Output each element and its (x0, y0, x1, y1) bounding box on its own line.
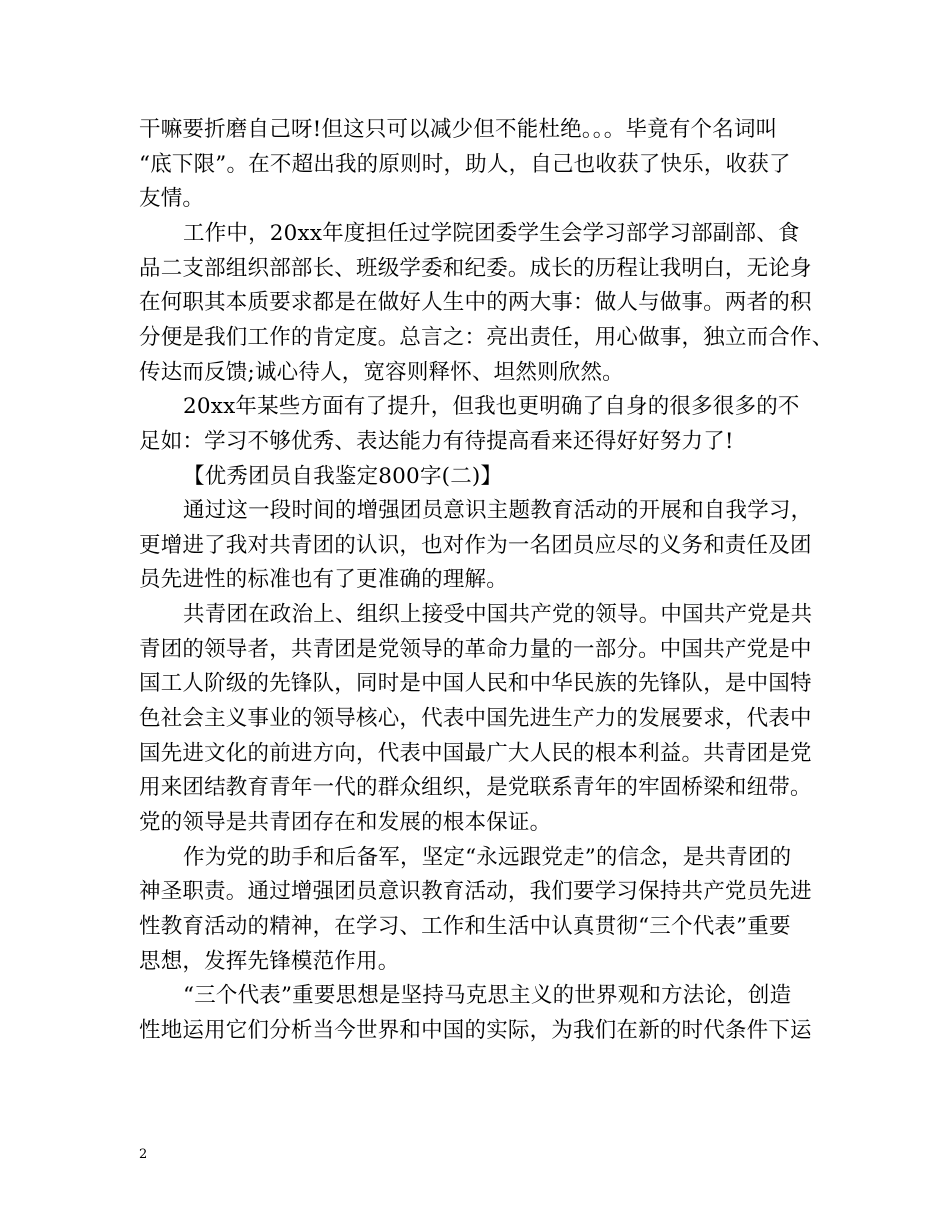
text-line: 青团的领导者，共青团是党领导的革命力量的一部分。中国共产党是中 (139, 636, 812, 662)
text-line: 员先进性的标准也有了更准确的理解。 (139, 567, 508, 593)
text-line: 用来团结教育青年一代的群众组织，是党联系青年的牢固桥梁和纽带。 (139, 775, 812, 801)
text-line: 神圣职责。通过增强团员意识教育活动，我们要学习保持共产党员先进 (139, 879, 812, 905)
text-line: 友情。 (139, 186, 205, 212)
text-line: 足如：学习不够优秀、表达能力有待提高看来还得好好努力了! (139, 428, 734, 454)
text-line: 性教育活动的精神，在学习、工作和生活中认真贯彻“三个代表”重要 (139, 913, 791, 939)
text-line: 品二支部组织部部长、班级学委和纪委。成长的历程让我明白，无论身 (139, 255, 812, 281)
text-line: 在何职其本质要求都是在做好人生中的两大事：做人与做事。两者的积 (139, 290, 812, 316)
text-line: 工作中，20xx年度担任过学院团委学生会学习部学习部副部、食 (183, 220, 800, 246)
text-line: 思想，发挥先锋模范作用。 (139, 948, 400, 974)
text-line: 性地运用它们分析当今世界和中国的实际，为我们在新的时代条件下运 (139, 1017, 812, 1043)
text-line: 共青团在政治上、组织上接受中国共产党的领导。中国共产党是共 (183, 602, 813, 628)
text-line: 分便是我们工作的肯定度。总言之：亮出责任，用心做事，独立而合作、 (139, 324, 834, 350)
text-line: 通过这一段时间的增强团员意识主题教育活动的开展和自我学习， (183, 498, 813, 524)
text-line: 20xx年某些方面有了提升，但我也更明确了自身的很多很多的不 (183, 394, 800, 420)
text-line: 国先进文化的前进方向，代表中国最广大人民的根本利益。共青团是党 (139, 740, 812, 766)
text-line: “底下限”。在不超出我的原则时，助人，自己也收获了快乐，收获了 (139, 151, 791, 177)
text-line: “三个代表”重要思想是坚持马克思主义的世界观和方法论，创造 (183, 983, 792, 1009)
text-line: 传达而反馈;诚心待人，宽容则释怀、坦然则欣然。 (139, 359, 624, 385)
page-number: 2 (139, 1147, 148, 1162)
text-line: 国工人阶级的先锋队，同时是中国人民和中华民族的先锋队，是中国特 (139, 671, 812, 697)
text-line: 【优秀团员自我鉴定800字(二)】 (183, 463, 503, 489)
text-line: 党的领导是共青团存在和发展的根本保证。 (139, 810, 552, 835)
text-line: 更增进了我对共青团的认识，也对作为一名团员应尽的义务和责任及团 (139, 532, 812, 558)
text-line: 色社会主义事业的领导核心，代表中国先进生产力的发展要求，代表中 (139, 706, 812, 732)
text-line: 干嘛要折磨自己呀!但这只可以减少但不能杜绝。。。毕竟有个名词叫 (139, 117, 778, 142)
text-line: 作为党的助手和后备军，坚定“永远跟党走”的信念，是共青团的 (183, 844, 792, 870)
